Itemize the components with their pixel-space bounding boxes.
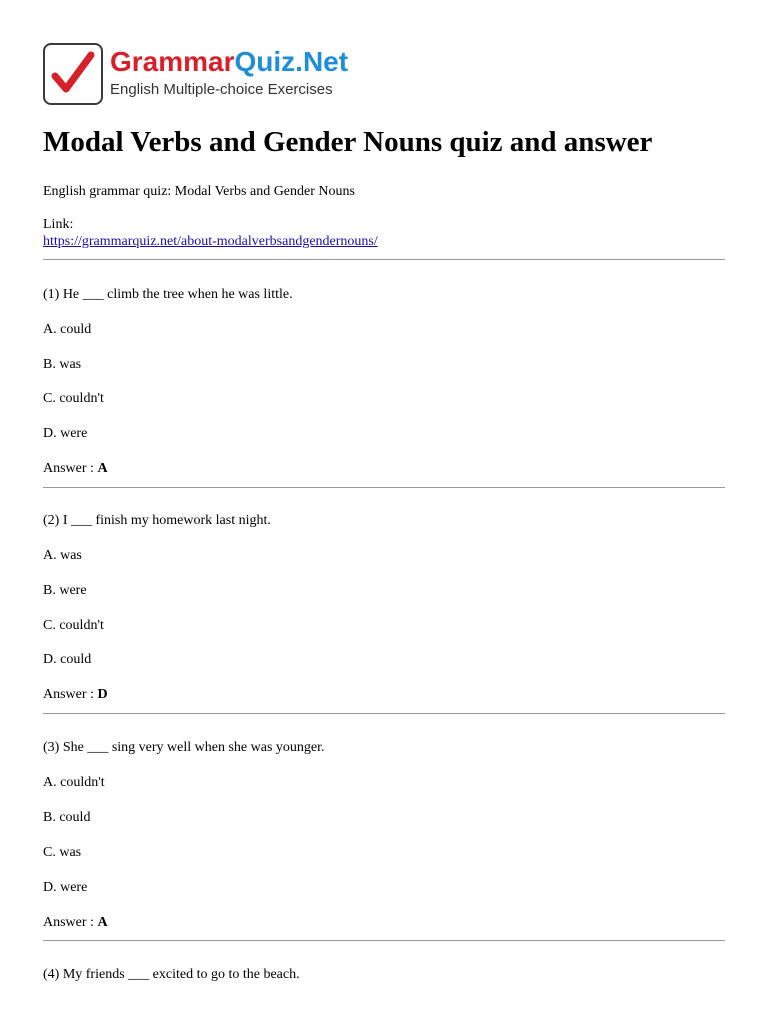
answer-value: D	[97, 687, 108, 702]
option: C. was	[43, 845, 82, 860]
page-title: Modal Verbs and Gender Nouns quiz and answer	[43, 126, 653, 158]
option: C. couldn't	[43, 391, 104, 406]
question-text: (2) I ___ finish my homework last night.	[43, 513, 271, 528]
link-block	[43, 216, 378, 250]
answer-label: Answer :	[43, 915, 98, 930]
option: A. could	[43, 322, 92, 337]
divider	[43, 259, 725, 260]
quiz-link[interactable]: https://grammarquiz.net/about-modalverbsandgendernouns/	[43, 234, 378, 249]
logo-brand-name	[110, 47, 348, 77]
divider	[43, 487, 725, 488]
answer-label: Answer :	[43, 461, 98, 476]
answer-line	[43, 914, 108, 932]
option: A. was	[43, 548, 82, 563]
answer-line	[43, 686, 108, 704]
divider	[43, 713, 725, 714]
logo-checkmark-box	[43, 43, 103, 105]
option: D. could	[43, 652, 92, 667]
option: C. couldn't	[43, 618, 104, 633]
option: B. were	[43, 583, 87, 598]
question-text: (1) He ___ climb the tree when he was little.	[43, 287, 293, 302]
divider	[43, 940, 725, 941]
question-text: (4) My friends ___ excited to go to the beach.	[43, 967, 300, 982]
brand-part-1: Grammar	[110, 46, 235, 77]
answer-value: A	[97, 915, 108, 930]
brand-part-2: Quiz.Net	[234, 46, 349, 77]
checkmark-icon	[49, 49, 97, 99]
answer-label: Answer :	[43, 687, 98, 702]
option: B. was	[43, 357, 82, 372]
answer-value: A	[97, 461, 108, 476]
site-logo[interactable]	[43, 43, 363, 109]
option: B. could	[43, 810, 91, 825]
logo-tagline: English Multiple-choice Exercises	[110, 81, 333, 98]
link-label: Link:	[43, 217, 74, 232]
intro-text: English grammar quiz: Modal Verbs and Gender Nouns	[43, 184, 355, 199]
question-text: (3) She ___ sing very well when she was younger.	[43, 740, 325, 755]
option: A. couldn't	[43, 775, 105, 790]
answer-line	[43, 460, 108, 478]
option: D. were	[43, 426, 88, 441]
option: D. were	[43, 880, 88, 895]
